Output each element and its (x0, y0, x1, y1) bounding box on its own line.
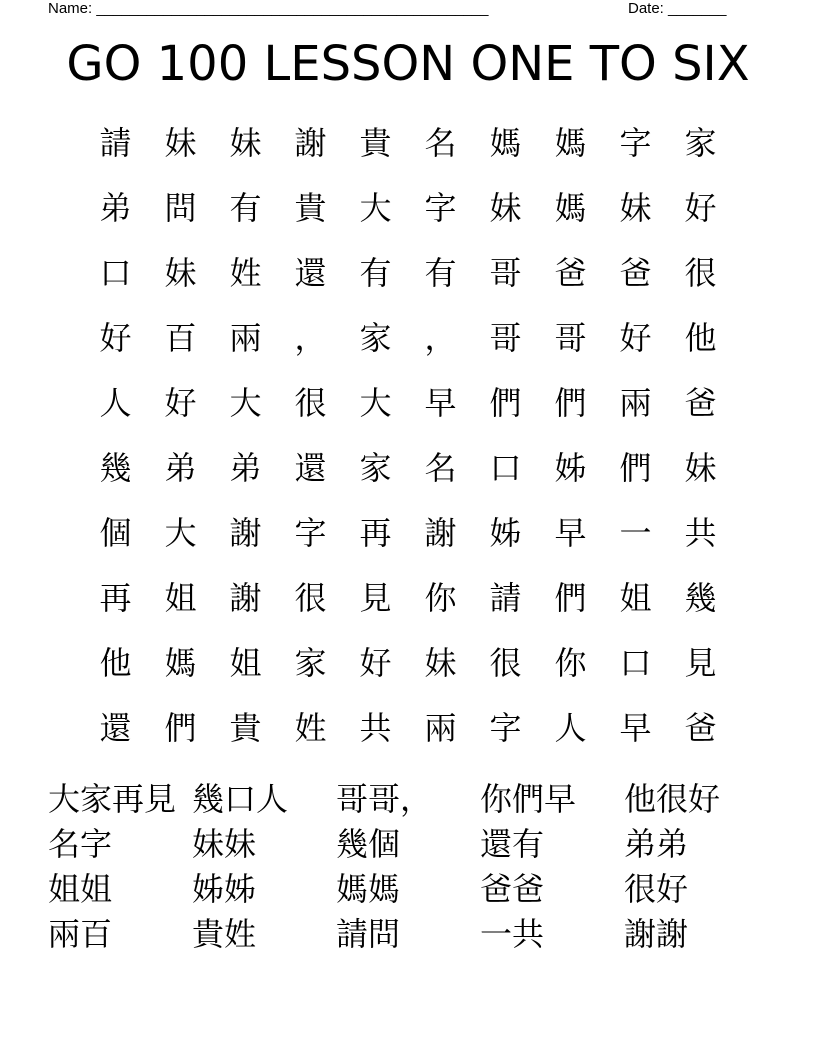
word-list-item: 弟弟 (624, 825, 689, 863)
grid-cell[interactable]: 有 (424, 253, 457, 292)
grid-cell[interactable]: 們 (619, 448, 652, 487)
grid-cell[interactable]: 兩 (424, 708, 457, 747)
grid-cell[interactable]: 你 (424, 578, 457, 617)
date-field-label[interactable]: Date: _______ (628, 0, 727, 17)
grid-cell[interactable]: 他 (99, 643, 132, 682)
word-list-item: 兩百 (48, 915, 113, 953)
word-list-item: 還有 (480, 825, 545, 863)
grid-cell[interactable]: 媽 (164, 643, 197, 682)
grid-cell[interactable]: 好 (164, 383, 197, 422)
word-list-item: 幾個 (336, 825, 401, 863)
grid-cell[interactable]: 姐 (619, 578, 652, 617)
grid-cell[interactable]: 字 (294, 513, 327, 552)
grid-cell[interactable]: 哥 (489, 318, 522, 357)
grid-cell[interactable]: 兩 (229, 318, 262, 357)
grid-cell[interactable]: 妹 (684, 448, 717, 487)
grid-cell[interactable]: 家 (684, 123, 717, 162)
grid-cell[interactable]: 姊 (554, 448, 587, 487)
grid-cell[interactable]: 貴 (229, 708, 262, 747)
grid-cell[interactable]: 還 (294, 448, 327, 487)
grid-cell[interactable]: 還 (294, 253, 327, 292)
grid-cell[interactable]: 共 (684, 513, 717, 552)
grid-cell[interactable]: ， (294, 318, 327, 357)
grid-cell[interactable]: 口 (619, 643, 652, 682)
word-list-item: 哥哥， (336, 780, 433, 818)
grid-cell[interactable]: 媽 (554, 123, 587, 162)
grid-cell[interactable]: 個 (99, 513, 132, 552)
grid-cell[interactable]: 好 (359, 643, 392, 682)
grid-cell[interactable]: 媽 (489, 123, 522, 162)
word-list-item: 幾口人 (192, 780, 289, 818)
word-list-item: 請問 (336, 915, 401, 953)
grid-cell[interactable]: 字 (619, 123, 652, 162)
grid-cell[interactable]: 家 (359, 448, 392, 487)
grid-cell[interactable]: 字 (424, 188, 457, 227)
grid-cell[interactable]: 爸 (684, 708, 717, 747)
grid-cell[interactable]: 請 (489, 578, 522, 617)
grid-cell[interactable]: 名 (424, 448, 457, 487)
grid-cell[interactable]: 妹 (619, 188, 652, 227)
grid-cell[interactable]: 謝 (424, 513, 457, 552)
word-list-item: 謝謝 (624, 915, 689, 953)
grid-cell[interactable]: 們 (554, 578, 587, 617)
grid-cell[interactable]: 他 (684, 318, 717, 357)
grid-cell[interactable]: 口 (99, 253, 132, 292)
grid-cell[interactable]: 妹 (424, 643, 457, 682)
grid-cell[interactable]: 幾 (99, 448, 132, 487)
page-title: GO 100 LESSON ONE TO SIX (66, 36, 750, 92)
grid-cell[interactable]: 大 (164, 513, 197, 552)
word-list-item: 爸爸 (480, 870, 545, 908)
grid-cell[interactable]: 還 (99, 708, 132, 747)
word-list-item: 他很好 (624, 780, 721, 818)
grid-cell[interactable]: 見 (359, 578, 392, 617)
grid-cell[interactable]: 們 (164, 708, 197, 747)
grid-cell[interactable]: 姐 (229, 643, 262, 682)
grid-cell[interactable]: 問 (164, 188, 197, 227)
word-list-item: 你們早 (480, 780, 577, 818)
header (48, 0, 740, 20)
grid-cell[interactable]: 謝 (294, 123, 327, 162)
word-list-item: 貴姓 (192, 915, 257, 953)
word-list-item: 名字 (48, 825, 113, 863)
grid-cell[interactable]: 人 (554, 708, 587, 747)
grid-cell[interactable]: 早 (554, 513, 587, 552)
grid-cell[interactable]: ， (424, 318, 457, 357)
grid-cell[interactable]: 幾 (684, 578, 717, 617)
grid-cell[interactable]: 大 (359, 188, 392, 227)
word-list (48, 777, 768, 957)
grid-cell[interactable]: 妹 (164, 253, 197, 292)
word-list-item: 姊姊 (192, 870, 257, 908)
grid-cell[interactable]: 爸 (554, 253, 587, 292)
grid-cell[interactable]: 字 (489, 708, 522, 747)
grid-cell[interactable]: 們 (554, 383, 587, 422)
grid-cell[interactable]: 姊 (489, 513, 522, 552)
grid-cell[interactable]: 很 (294, 383, 327, 422)
grid-cell[interactable]: 好 (99, 318, 132, 357)
word-list-item: 姐姐 (48, 870, 113, 908)
word-list-item: 很好 (624, 870, 689, 908)
grid-cell[interactable]: 弟 (164, 448, 197, 487)
grid-cell[interactable]: 弟 (229, 448, 262, 487)
grid-cell[interactable]: 謝 (229, 578, 262, 617)
grid-cell[interactable]: 媽 (554, 188, 587, 227)
grid-cell[interactable]: 大 (229, 383, 262, 422)
grid-cell[interactable]: 再 (359, 513, 392, 552)
grid-cell[interactable]: 兩 (619, 383, 652, 422)
grid-cell[interactable]: 你 (554, 643, 587, 682)
grid-cell[interactable]: 們 (489, 383, 522, 422)
grid-cell[interactable]: 見 (684, 643, 717, 682)
grid-cell[interactable]: 很 (489, 643, 522, 682)
word-search-grid[interactable] (83, 110, 733, 760)
word-list-item: 媽媽 (336, 870, 401, 908)
grid-cell[interactable]: 家 (294, 643, 327, 682)
grid-cell[interactable]: 妹 (489, 188, 522, 227)
grid-cell[interactable]: 好 (619, 318, 652, 357)
grid-cell[interactable]: 家 (359, 318, 392, 357)
grid-cell[interactable]: 很 (294, 578, 327, 617)
grid-cell[interactable]: 哥 (489, 253, 522, 292)
grid-cell[interactable]: 請 (99, 123, 132, 162)
grid-cell[interactable]: 百 (164, 318, 197, 357)
grid-cell[interactable]: 人 (99, 383, 132, 422)
grid-cell[interactable]: 貴 (359, 123, 392, 162)
grid-cell[interactable]: 弟 (99, 188, 132, 227)
grid-cell[interactable]: 有 (359, 253, 392, 292)
grid-cell[interactable]: 好 (684, 188, 717, 227)
grid-cell[interactable]: 爸 (684, 383, 717, 422)
grid-cell[interactable]: 口 (489, 448, 522, 487)
word-list-item: 妹妹 (192, 825, 257, 863)
grid-cell[interactable]: 爸 (619, 253, 652, 292)
grid-cell[interactable]: 再 (99, 578, 132, 617)
grid-cell[interactable]: 早 (424, 383, 457, 422)
grid-cell[interactable]: 姓 (294, 708, 327, 747)
grid-cell[interactable]: 姐 (164, 578, 197, 617)
grid-cell[interactable]: 有 (229, 188, 262, 227)
grid-cell[interactable]: 謝 (229, 513, 262, 552)
grid-cell[interactable]: 很 (684, 253, 717, 292)
grid-cell[interactable]: 早 (619, 708, 652, 747)
grid-cell[interactable]: 哥 (554, 318, 587, 357)
word-list-item: 一共 (480, 915, 545, 953)
grid-cell[interactable]: 貴 (294, 188, 327, 227)
grid-cell[interactable]: 妹 (164, 123, 197, 162)
grid-cell[interactable]: 共 (359, 708, 392, 747)
grid-cell[interactable]: 妹 (229, 123, 262, 162)
grid-cell[interactable]: 姓 (229, 253, 262, 292)
grid-cell[interactable]: 大 (359, 383, 392, 422)
word-list-item: 大家再見 (48, 780, 177, 818)
grid-cell[interactable]: 名 (424, 123, 457, 162)
name-field-label[interactable]: Name: _______________________________________________ (48, 0, 489, 17)
grid-cell[interactable]: 一 (619, 513, 652, 552)
